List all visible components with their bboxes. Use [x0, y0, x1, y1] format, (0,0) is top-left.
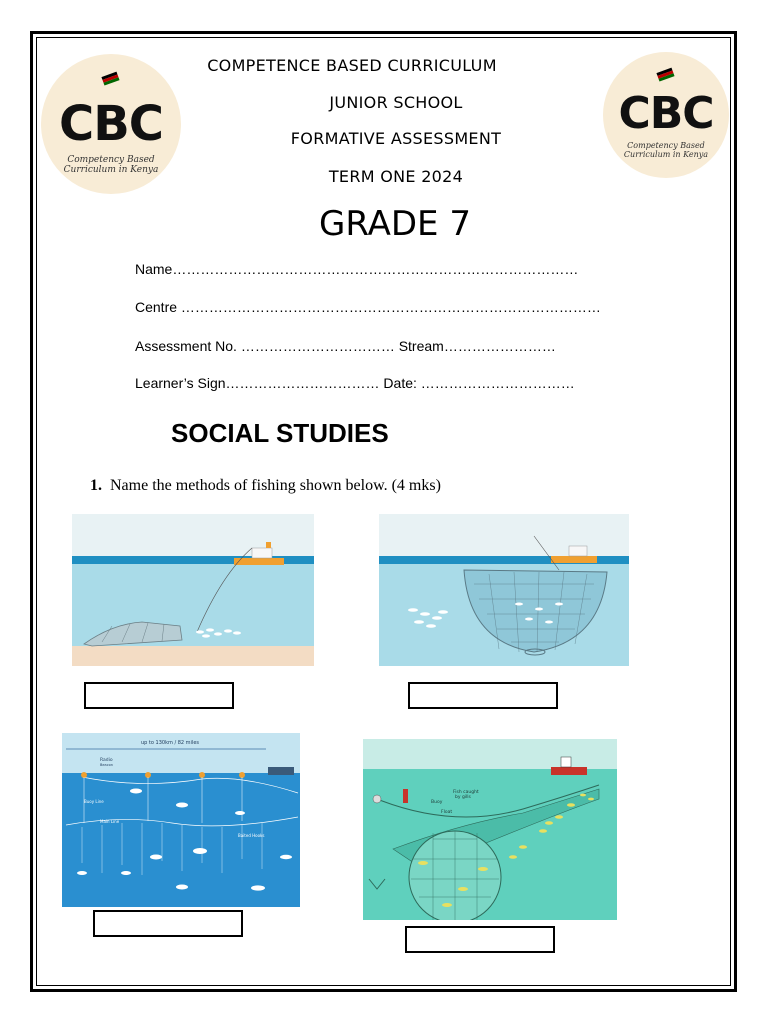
- sign-date-field[interactable]: Learner’s Sign…………………………… Date: ……………………………: [135, 375, 575, 391]
- assessment-stream-field[interactable]: Assessment No. …………………………… Stream……………………: [135, 338, 556, 354]
- float-label: Float: [441, 810, 453, 815]
- buoy-label: Buoy: [431, 800, 443, 805]
- fishing-image-gillnet: [363, 739, 617, 920]
- beacon-label: Beacon: [100, 763, 113, 767]
- answer-box-3[interactable]: [93, 910, 243, 937]
- range-label: up to 130km / 82 miles: [141, 740, 199, 746]
- header-term: TERM ONE 2024: [328, 167, 464, 186]
- main-line-label: Main Line: [100, 819, 120, 824]
- header-curriculum: COMPETENCE BASED CURRICULUM: [207, 56, 497, 75]
- logo-text: CBC: [618, 88, 714, 139]
- header-assessment: FORMATIVE ASSESSMENT: [290, 129, 502, 148]
- logo-subtitle: Competency Based Curriculum in Kenya: [623, 141, 709, 159]
- subject-title: SOCIAL STUDIES: [171, 418, 389, 448]
- buoy-line-label: Buoy Line: [84, 799, 104, 804]
- centre-field[interactable]: Centre ………………………………………………………………………………: [135, 299, 601, 315]
- question-number: 1.: [90, 477, 102, 494]
- logo-text: CBC: [58, 96, 164, 152]
- answer-box-1[interactable]: [84, 682, 234, 709]
- by-gills-label: by gills: [455, 795, 471, 800]
- answer-box-4[interactable]: [405, 926, 555, 953]
- fishing-image-longline: [62, 733, 300, 907]
- baited-hooks-label: Baited Hooks: [238, 833, 265, 838]
- question-1: [90, 477, 441, 495]
- fishing-image-trap: [72, 514, 314, 666]
- question-text: Name the methods of fishing shown below. (4 mks): [110, 477, 441, 494]
- fish-caught-label: Fish caught: [453, 790, 479, 795]
- header-school: JUNIOR SCHOOL: [329, 93, 463, 112]
- logo-subtitle: Competency Based Curriculum in Kenya: [63, 155, 159, 175]
- grade-title: GRADE 7: [319, 204, 471, 244]
- name-field[interactable]: Name……………………………………………………………………………: [135, 261, 579, 277]
- fishing-image-seine: [379, 514, 629, 666]
- radio-label: Radio: [100, 758, 113, 763]
- answer-box-2[interactable]: [408, 682, 558, 709]
